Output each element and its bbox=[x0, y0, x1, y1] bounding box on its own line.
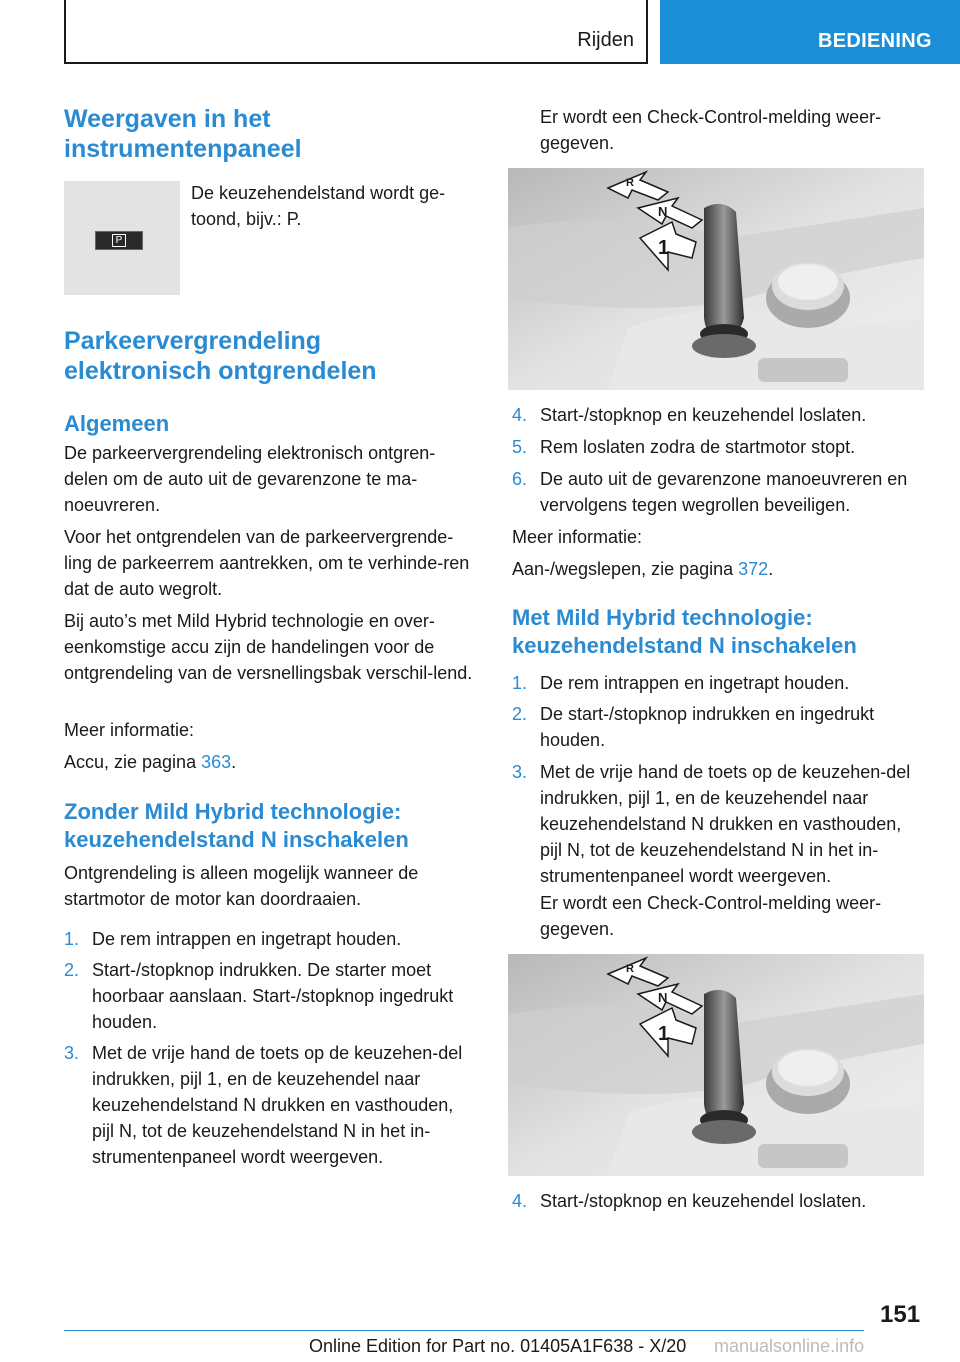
gear-selector-photo bbox=[508, 168, 924, 390]
list-number: 5. bbox=[512, 437, 528, 457]
heading-met-mild-hybrid: Met Mild Hybrid technologie: keuzehendelstand N inschakelen bbox=[512, 605, 857, 658]
footer-edition: Online Edition for Part no. 01405A1F638 - X/20 bbox=[309, 1336, 687, 1356]
page-link-363[interactable]: 363 bbox=[201, 752, 232, 772]
list-text: Met de vrije hand de toets op de keuzehen-del indrukken, pijl 1, en de keuzehendel naar keuzehendelstand N drukken en vasthouden, pijl N, tot de keuzehendelstand N in het in-strumentenpaneel wordt weergeven. bbox=[92, 1043, 463, 1167]
watermark: manualsonline.info bbox=[714, 1336, 865, 1356]
heading-zonder-mild-hybrid: Zonder Mild Hybrid technologie: keuzehendelstand N inschakelen bbox=[64, 799, 409, 852]
reference-end: . bbox=[231, 752, 237, 772]
gear-selector-illustration bbox=[508, 954, 924, 1176]
arrow-label-1: 1 bbox=[658, 1023, 670, 1045]
list-number: 4. bbox=[512, 1191, 528, 1211]
list-number: 3. bbox=[512, 762, 528, 782]
list-number: 3. bbox=[64, 1043, 80, 1063]
heading-algemeen: Algemeen bbox=[64, 411, 170, 436]
header-section-tab[interactable] bbox=[660, 0, 960, 64]
paragraph-4: Ontgrendeling is alleen mogelijk wanneer de startmotor de motor kan doordraaien. bbox=[64, 863, 419, 909]
list-text: De rem intrappen en ingetrapt houden. bbox=[540, 673, 850, 693]
arrow-label-n: N bbox=[658, 990, 668, 1005]
list-number: 2. bbox=[64, 960, 80, 980]
arrow-label-r: R bbox=[626, 963, 634, 975]
list-text: De rem intrappen en ingetrapt houden. bbox=[92, 929, 402, 949]
reference-end: . bbox=[768, 559, 774, 579]
list-text: Rem loslaten zodra de startmotor stopt. bbox=[540, 437, 856, 457]
page-number: 151 bbox=[880, 1301, 921, 1328]
gear-display-icon bbox=[95, 231, 143, 250]
display-text: De keuzehendelstand wordt ge-toond, bijv.: P. bbox=[191, 183, 446, 229]
list-text: De start-/stopknop indrukken en ingedrukt houden. bbox=[540, 704, 875, 750]
reference-slepen bbox=[512, 556, 773, 582]
header-left-box bbox=[64, 0, 648, 64]
list-text: Start-/stopknop en keuzehendel loslaten. bbox=[540, 405, 867, 425]
reference-text: Aan-/wegslepen, zie pagina bbox=[512, 559, 739, 579]
footer-divider bbox=[64, 1330, 864, 1331]
paragraph-3: Bij auto’s met Mild Hybrid technologie en over-eenkomstige accu zijn de handelingen voor de ontgrendeling van de versnellingsbak verschil-lend. bbox=[64, 611, 473, 683]
arrow-label-1: 1 bbox=[658, 237, 670, 259]
heading-weergaven: Weergaven in het instrumentenpaneel bbox=[64, 105, 302, 163]
paragraph-1: De parkeervergrendeling elektronisch ontgren-delen om de auto uit de gevarenzone te ma-noeuvreren. bbox=[64, 443, 436, 515]
list-number: 6. bbox=[512, 469, 528, 489]
gear-selector-illustration bbox=[508, 168, 924, 390]
gear-symbol: P bbox=[112, 234, 126, 247]
list-number: 4. bbox=[512, 405, 528, 425]
page-link-372[interactable]: 372 bbox=[738, 559, 769, 579]
reference-text: Accu, zie pagina bbox=[64, 752, 202, 772]
arrow-label-r: R bbox=[626, 177, 634, 189]
list-text: Start-/stopknop en keuzehendel loslaten. bbox=[540, 1191, 867, 1211]
list-text: Start-/stopknop indrukken. De starter moet hoorbaar aanslaan. Start-/stopknop ingedrukt houden. bbox=[92, 960, 454, 1032]
check-control-note-1: Er wordt een Check-Control-melding weer-gegeven. bbox=[540, 107, 882, 153]
meer-informatie-right: Meer informatie: bbox=[512, 527, 643, 547]
check-control-note-2: Er wordt een Check-Control-melding weer-gegeven. bbox=[540, 893, 882, 939]
list-number: 1. bbox=[64, 929, 80, 949]
list-number: 1. bbox=[512, 673, 528, 693]
meer-informatie-left: Meer informatie: bbox=[64, 720, 195, 740]
gear-selector-photo-2 bbox=[508, 954, 924, 1176]
arrow-label-n: N bbox=[658, 204, 668, 219]
chapter-title: Rijden bbox=[577, 29, 634, 51]
list-text: De auto uit de gevarenzone manoeuvreren en vervolgens tegen wegrollen beveiligen. bbox=[540, 469, 908, 515]
paragraph-2: Voor het ontgrendelen van de parkeervergrende-ling de parkeerrem aantrekken, om te verhinde-ren dat de auto wegrolt. bbox=[64, 527, 470, 599]
list-number: 2. bbox=[512, 704, 528, 724]
list-text: Met de vrije hand de toets op de keuzehen-del indrukken, pijl 1, en de keuzehendel naar keuzehendelstand N drukken en vasthouden, pijl N, tot de keuzehendelstand N in het in-strumentenpaneel wordt weergeven. bbox=[540, 762, 911, 886]
display-thumbnail bbox=[64, 181, 180, 295]
reference-accu bbox=[64, 749, 236, 775]
heading-parkeervergrendeling: Parkeervergrendeling elektronisch ontgrendelen bbox=[64, 327, 377, 385]
section-title: BEDIENING bbox=[818, 30, 932, 52]
